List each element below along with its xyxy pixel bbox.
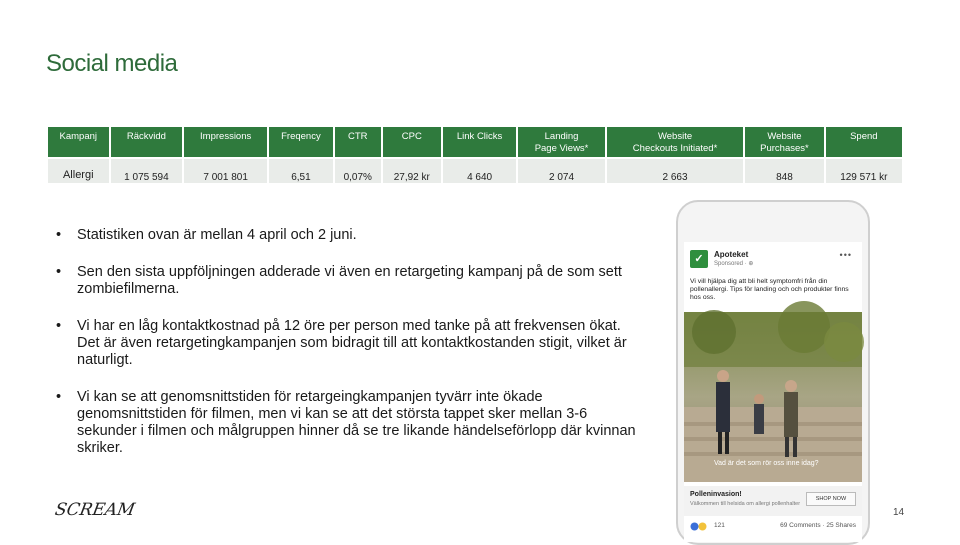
column-header (269, 127, 333, 157)
ad-headline: Polleninvasion! (690, 491, 742, 498)
table-cell: 1 075 594 (111, 157, 183, 183)
reaction-icons (690, 522, 710, 533)
table-cell: 27,92 kr (383, 157, 441, 183)
page-number: 14 (893, 507, 905, 518)
ad-header (690, 250, 856, 274)
table-cell: 0,07% (335, 157, 381, 183)
column-header-line: Purchases* (760, 143, 809, 154)
bullet-text: Vi har en låg kontaktkostnad på 12 öre per person med tanke på att frekvensen ökat. Det är även retargetingkampanjen som bidragit till att kontaktkostanden stigit, vilket är naturligt. (77, 318, 627, 368)
page-title: Social media (46, 50, 178, 77)
bullet-dot: • (56, 318, 62, 334)
bullet-item (56, 227, 636, 244)
ad-description: Välkommen till helsida om allergi pollenhalter (690, 501, 801, 507)
bullet-dot: • (56, 227, 62, 243)
logo-text: SCREAM (53, 500, 137, 520)
table-cell: 4 640 (443, 157, 516, 183)
shop-now-button[interactable]: SHOP NOW (806, 492, 856, 506)
haha-icon (699, 523, 707, 531)
ad-video-caption: Vad är det som rör oss inne idag? (714, 460, 819, 467)
table-cell: Allergi (48, 157, 109, 183)
column-header (383, 127, 441, 157)
comments-shares-count[interactable]: 69 Comments · 25 Shares (780, 522, 856, 529)
phone-mockup (676, 200, 870, 545)
table-cell: 129 571 kr (826, 157, 902, 183)
column-header-line: Page Views* (534, 143, 589, 154)
table-cell: 7 001 801 (184, 157, 267, 183)
bullet-dot: • (56, 389, 62, 405)
table-cell: 2 074 (518, 157, 605, 183)
column-header (335, 127, 381, 157)
ad-footer (684, 486, 862, 516)
column-header-line: Spend (850, 131, 878, 142)
column-header (518, 127, 605, 157)
table-cell: 848 (745, 157, 823, 183)
ad-sponsored-label: Sponsored · ⊕ (714, 261, 754, 267)
column-header-line: Kampanj (59, 131, 97, 142)
table-cell: 2 663 (607, 157, 743, 183)
bullet-item (56, 318, 636, 369)
column-header (745, 127, 823, 157)
reaction-count[interactable]: 121 (714, 522, 725, 529)
bullet-text: Sen den sista uppföljningen adderade vi även en retargeting kampanj på de som sett zombiefilmerna. (77, 264, 622, 297)
table-cell: 6,51 (269, 157, 333, 183)
table-body (48, 157, 902, 183)
column-header-line: Impressions (200, 131, 252, 142)
table-row (48, 157, 902, 183)
column-header (607, 127, 743, 157)
bullet-dot: • (56, 264, 62, 280)
bullet-list (56, 227, 636, 477)
column-header-line: Checkouts Initiated* (632, 143, 718, 154)
column-header-line: Link Clicks (456, 131, 503, 142)
column-header-line: Freqency (281, 131, 321, 142)
ad-photo (684, 312, 862, 482)
column-header-line: Räckvidd (126, 131, 166, 142)
more-options-icon[interactable]: ••• (839, 250, 852, 260)
column-header (111, 127, 183, 157)
column-header-line: CTR (347, 131, 368, 142)
ad-body-text: Vi vill hjälpa dig att bli helt symptomfri från din pollenallergi. Tips för landing och och produkter finns hos oss. (690, 278, 849, 301)
table-header-row (48, 127, 902, 157)
bullet-text: Vi kan se att genomsnittstiden för retargeingkampanjen tyvärr inte ökade genomsnittstiden för filmen, men vi kan se att det största tappet sker mellan 3-6 sekunder i filmen och målgruppen hinner då se tre likande händelseförlopp där kvinnan skriker. (77, 389, 636, 456)
bullet-item (56, 264, 636, 298)
apoteket-logo-icon: ✓ (690, 250, 708, 268)
column-header (184, 127, 267, 157)
stats-table (46, 127, 904, 183)
bullet-text: Statistiken ovan är mellan 4 april och 2 juni. (77, 227, 357, 243)
column-header-line: CPC (401, 131, 422, 142)
column-header-line: Website (657, 131, 693, 142)
column-header-line: Landing (544, 131, 579, 142)
column-header (48, 127, 109, 157)
column-header (826, 127, 902, 157)
bullet-item (56, 389, 636, 457)
like-icon (691, 523, 699, 531)
scream-logo (53, 494, 137, 522)
ad-brand-name[interactable]: Apoteket (714, 250, 749, 259)
phone-screen (684, 242, 862, 542)
column-header-line: Website (767, 131, 802, 142)
column-header (443, 127, 516, 157)
